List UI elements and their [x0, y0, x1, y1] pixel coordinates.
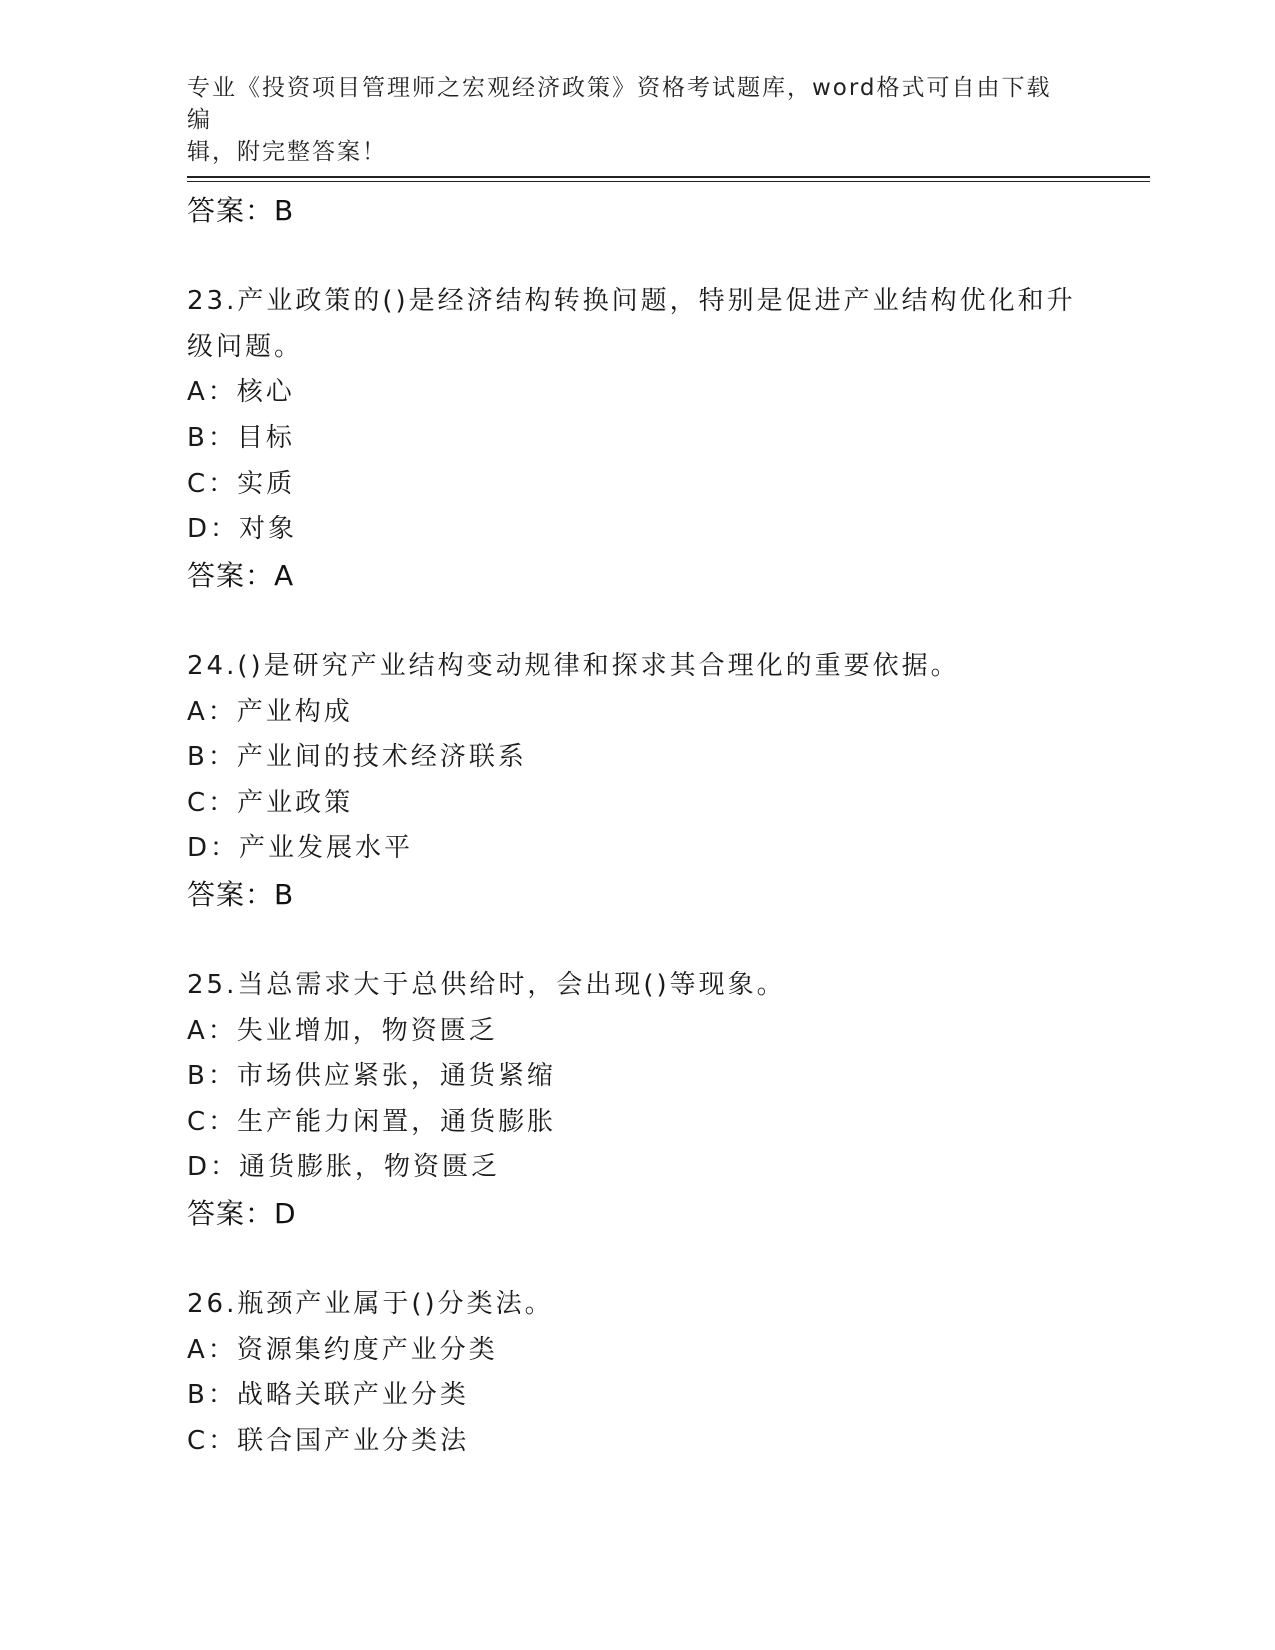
option-c: C：实质: [187, 468, 296, 499]
answer-label: 答案：D: [187, 1197, 297, 1231]
option-a: A：核心: [187, 377, 295, 408]
question-stem: 26.瓶颈产业属于()分类法。: [187, 1289, 554, 1320]
option-a: A：资源集约度产业分类: [187, 1334, 498, 1365]
option-d: D：通货膨胀，物资匮乏: [187, 1152, 501, 1183]
option-a: A：产业构成: [187, 696, 353, 727]
option-b: B：战略关联产业分类: [187, 1380, 469, 1411]
spacer: [187, 918, 1087, 964]
spacer: [187, 234, 1087, 280]
option-b: B：产业间的技术经济联系: [187, 742, 527, 773]
option-c: C：生产能力闲置，通货膨胀: [187, 1106, 557, 1137]
option-b: B：目标: [187, 422, 295, 453]
header-line-2: 辑，附完整答案！: [187, 139, 387, 165]
answer-label: 答案：A: [187, 558, 295, 592]
option-c: C：联合国产业分类法: [187, 1426, 470, 1457]
question-23: [187, 279, 1087, 598]
header-divider-thin: [187, 181, 1150, 182]
option-c: C：产业政策: [187, 787, 354, 818]
option-a: A：失业增加，物资匮乏: [187, 1015, 498, 1046]
option-d: D：产业发展水平: [187, 833, 414, 864]
spacer: [187, 1237, 1087, 1283]
question-list: [187, 188, 1087, 1465]
question-24: [187, 644, 1087, 918]
question-stem-continued: 级问题。: [187, 331, 304, 362]
document-header: [187, 72, 1067, 168]
question-stem: 24.()是研究产业结构变动规律和探求其合理化的重要依据。: [187, 650, 960, 681]
question-stem: 25.当总需求大于总供给时，会出现()等现象。: [187, 970, 786, 1001]
option-d: D：对象: [187, 514, 298, 545]
header-divider: [187, 176, 1150, 178]
question-25: [187, 963, 1087, 1237]
answer-label: 答案：B: [187, 877, 295, 911]
header-line-1: 专业《投资项目管理师之宏观经济政策》资格考试题库，word格式可自由下载编: [187, 75, 1052, 133]
spacer: [187, 598, 1087, 644]
option-b: B：市场供应紧张，通货紧缩: [187, 1061, 556, 1092]
question-stem: 23.产业政策的()是经济结构转换问题，特别是促进产业结构优化和升: [187, 286, 1076, 317]
question-26: [187, 1282, 1087, 1464]
answer-label: 答案：B: [187, 194, 295, 227]
